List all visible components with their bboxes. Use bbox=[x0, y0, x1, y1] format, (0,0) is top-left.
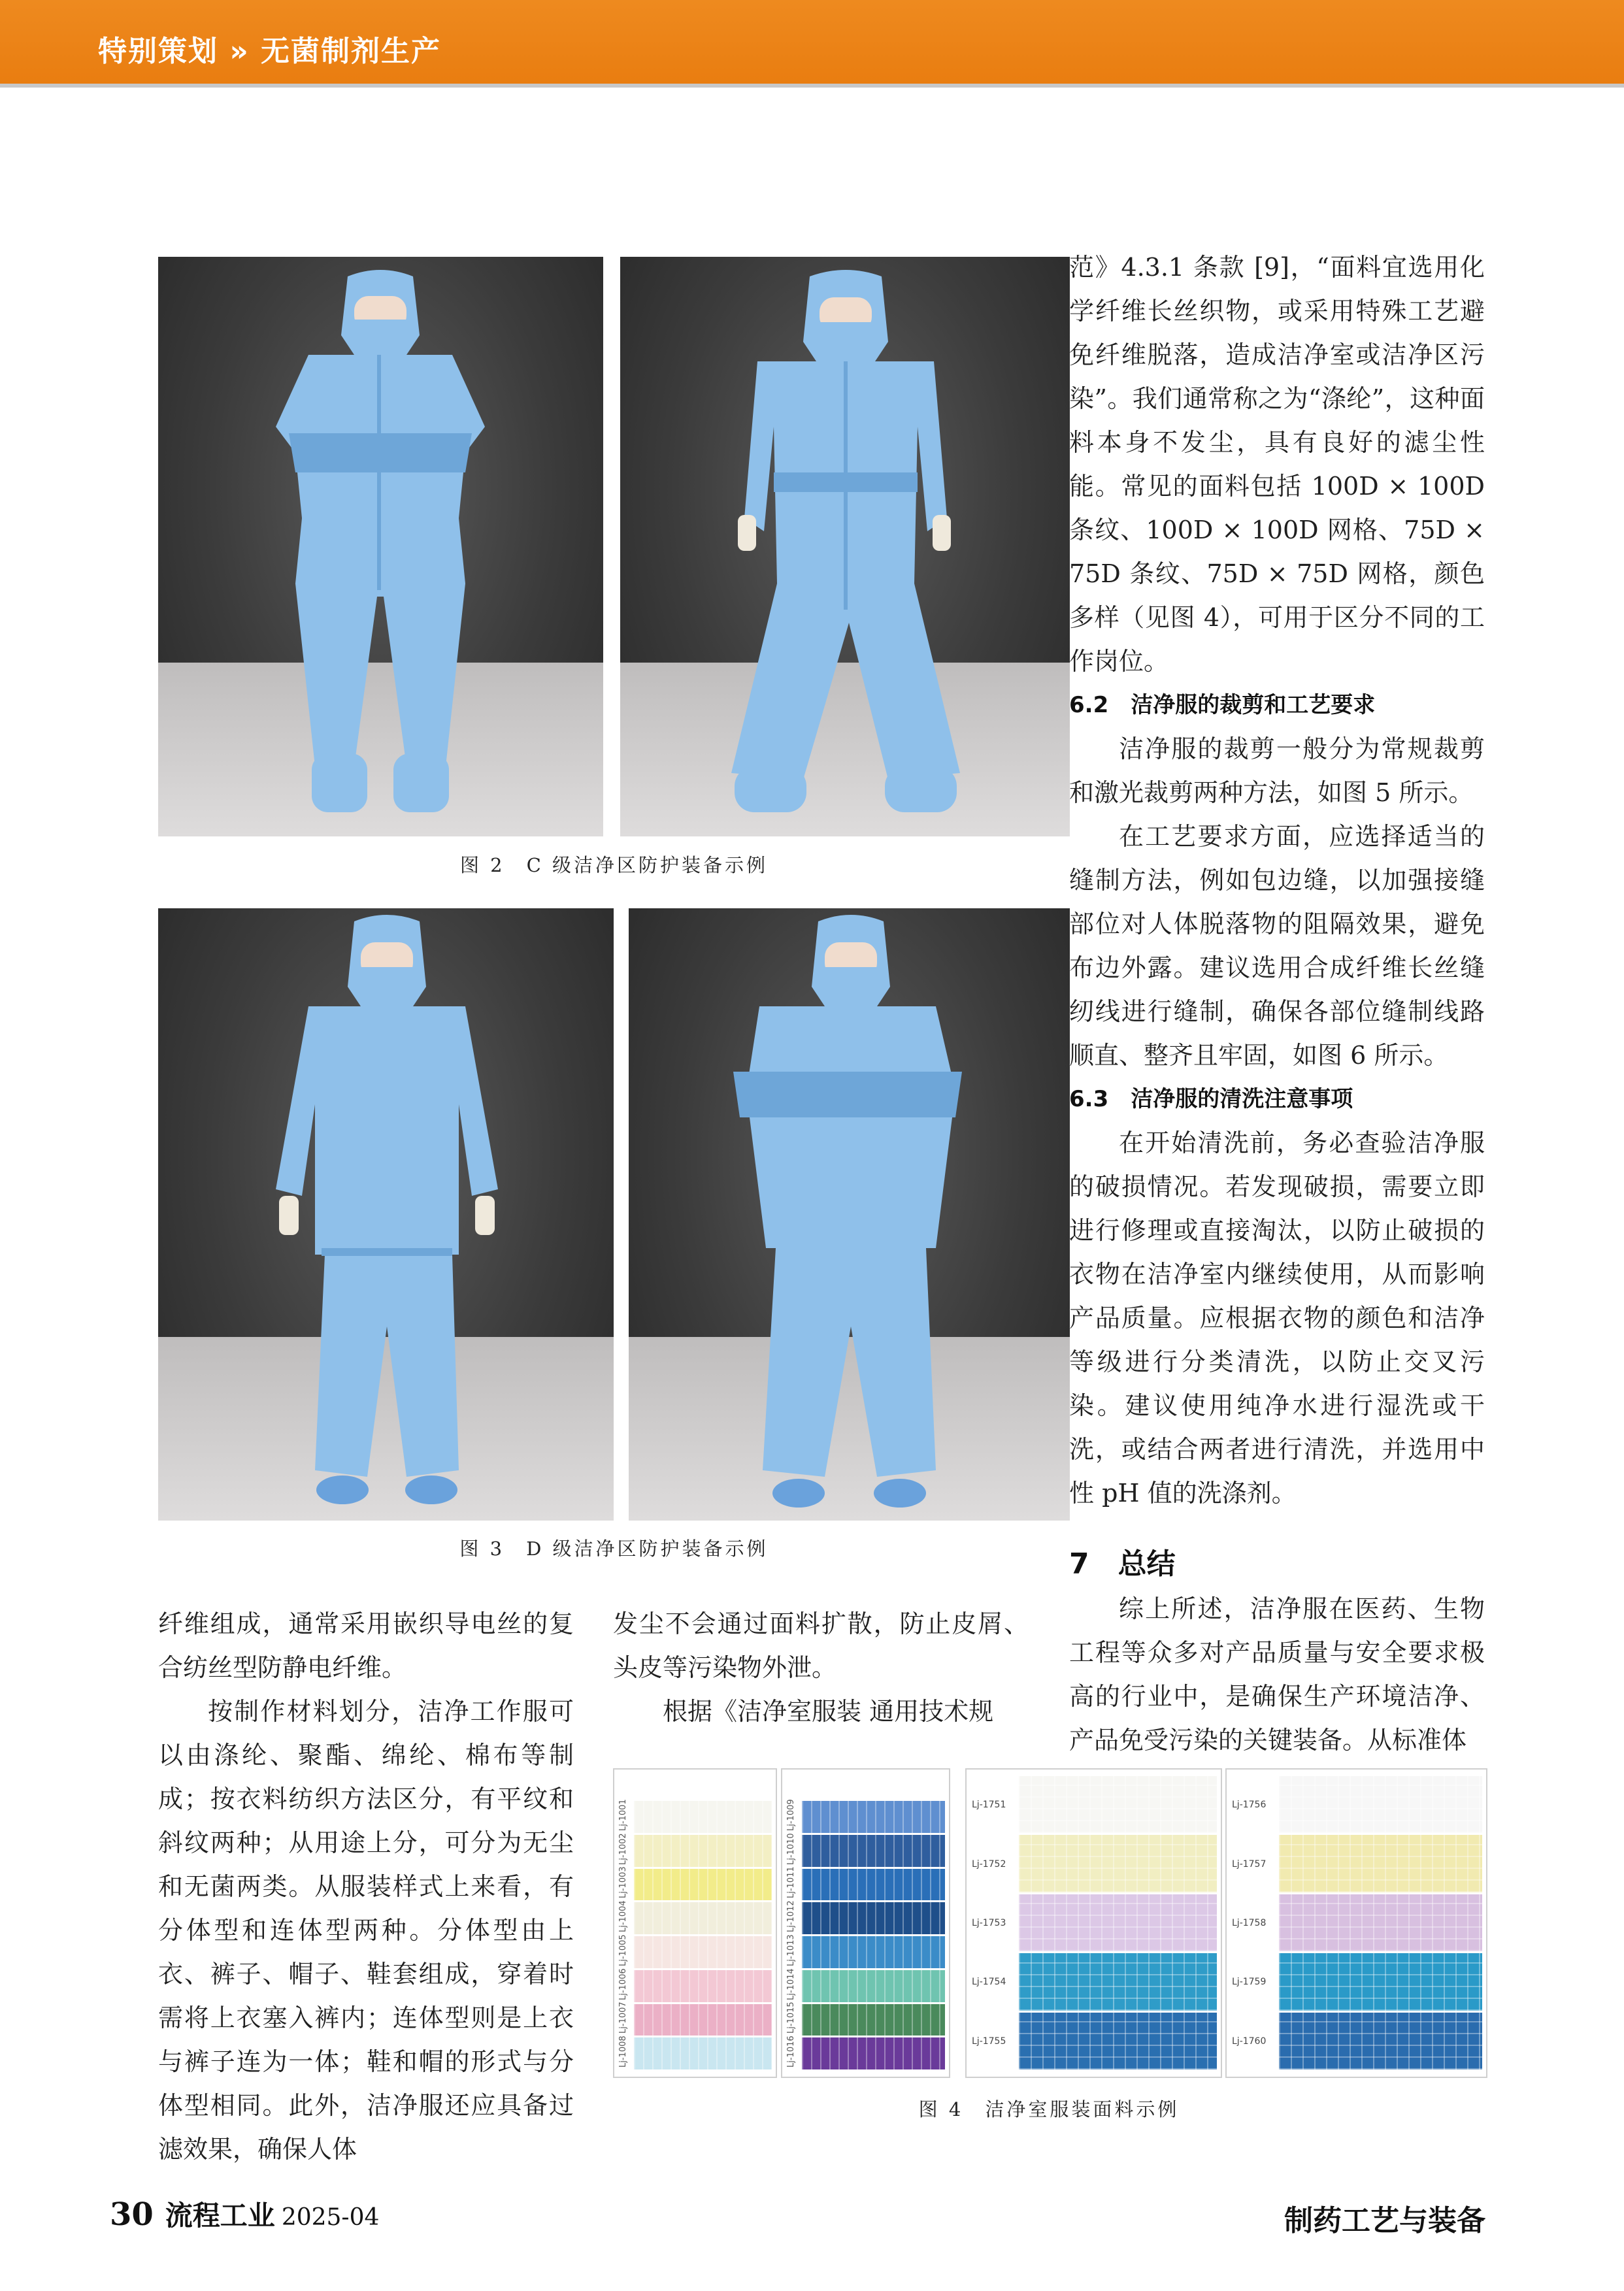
paragraph: 根据《洁净室服装 通用技术规 bbox=[663, 1697, 994, 1726]
two-piece-suit-illustration bbox=[629, 908, 1070, 1521]
fabric-swatch bbox=[634, 1835, 772, 1867]
fabric-swatch-label: Lj-1755 bbox=[972, 2036, 1006, 2047]
photo-c-grade-suit-standing bbox=[620, 257, 1070, 836]
section-title: 特别策划 » 无菌制剂生产 bbox=[98, 35, 442, 68]
fabric-swatch-label: Lj-1003 bbox=[618, 1866, 628, 1899]
fabric-swatch bbox=[634, 1936, 772, 1968]
paragraph: 按制作材料划分，洁净工作服可以由涤纶、聚酯、绵纶、棉布等制成；按衣料纺织方法区分，有平纹和斜纹两种；从用途上分，可分为无尘和无菌两类。从服装样式上来看，有分体型和连体型两种。分体型由上衣、裤子、帽子、鞋套组成，穿着时需将上衣塞入裤内；连体型则是上衣与裤子连为一体；鞋和帽的形式与分体型相同。此外，洁净服还应具备过滤效果，确保人体 bbox=[158, 1697, 574, 2164]
figure-4-caption: 图 4 洁净室服装面料示例 bbox=[918, 2098, 1180, 2120]
fabric-swatch-label: Lj-1753 bbox=[972, 1918, 1006, 1928]
left-column bbox=[158, 1602, 574, 2171]
fabric-swatch-panel-1 bbox=[613, 1768, 777, 2078]
fabric-swatch bbox=[634, 1869, 772, 1901]
fabric-swatch-label: Lj-1013 bbox=[786, 1934, 796, 1966]
fabric-swatch-panel-3 bbox=[965, 1768, 1222, 2078]
fabric-swatch-label: Lj-1009 bbox=[786, 1799, 796, 1831]
fabric-swatch-label: Lj-1759 bbox=[1232, 1977, 1267, 1988]
paragraph: 综上所述，洁净服在医药、生物工程等众多对产品质量与安全要求极高的行业中，是确保生产环境洁净、产品免受污染的关键装备。从标准体 bbox=[1069, 1594, 1485, 1755]
fabric-swatch bbox=[634, 1902, 772, 1934]
photo-c-grade-suit-arms-crossed bbox=[158, 257, 603, 836]
figure-3-caption: 图 3 D 级洁净区防护装备示例 bbox=[459, 1538, 769, 1560]
fabric-swatch bbox=[1279, 1776, 1482, 1833]
photo-d-grade-suit-arms-crossed bbox=[629, 908, 1070, 1521]
fabric-swatch-label: Lj-1011 bbox=[786, 1866, 796, 1899]
paragraph: 纤维组成，通常采用嵌织导电丝的复合纺丝型防静电纤维。 bbox=[158, 1609, 574, 1682]
fabric-swatch-label: Lj-1016 bbox=[786, 2036, 796, 2068]
fabric-swatch-label: Lj-1001 bbox=[618, 1799, 628, 1831]
fabric-swatch-label: Lj-1752 bbox=[972, 1858, 1006, 1870]
fabric-swatch bbox=[802, 1801, 945, 1833]
journal-name: 流程工业 bbox=[165, 2200, 275, 2232]
fabric-swatch bbox=[802, 2004, 945, 2036]
fabric-swatch-label: Lj-1005 bbox=[618, 1934, 628, 1966]
fabric-swatch bbox=[634, 1970, 772, 2002]
fabric-swatch-label: Lj-1015 bbox=[786, 2002, 796, 2034]
figure-2-caption: 图 2 C 级洁净区防护装备示例 bbox=[459, 854, 769, 876]
fabric-swatch-label: Lj-1756 bbox=[1232, 1800, 1267, 1811]
fabric-swatch-label: Lj-1007 bbox=[618, 2002, 628, 2034]
fabric-swatch bbox=[1279, 2013, 1482, 2069]
coverall-figure-illustration bbox=[158, 257, 603, 836]
page-number: 30 bbox=[110, 2196, 154, 2233]
fabric-swatch-panel-4 bbox=[1225, 1768, 1487, 2078]
fabric-swatch bbox=[1019, 1953, 1217, 2010]
fabric-swatch bbox=[1019, 1776, 1217, 1833]
paragraph: 范》4.3.1 条款 [9]，“面料宜选用化学纤维长丝织物，或采用特殊工艺避免纤维脱落，造成洁净室或洁净区污染”。我们通常称之为“涤纶”，这种面料本身不发尘，具有良好的滤尘性能。常见的面料包括 100D × 100D 条纹、100D × 100D 网格、75D × 75D 条纹、75D × 75D 网格，颜色多样（见图 4），可用于区分不同的工作岗位。 bbox=[1069, 253, 1485, 676]
paragraph: 洁净服的裁剪一般分为常规裁剪和激光裁剪两种方法，如图 5 所示。 bbox=[1069, 734, 1485, 807]
fabric-swatch-label: Lj-1014 bbox=[786, 1968, 796, 2000]
header-rule bbox=[0, 84, 1624, 88]
heading-6-2: 6.2 洁净服的裁剪和工艺要求 bbox=[1069, 692, 1376, 718]
fabric-swatch bbox=[802, 2037, 945, 2069]
fabric-swatch-label: Lj-1012 bbox=[786, 1900, 796, 1932]
issue-number: 2025-04 bbox=[281, 2204, 380, 2231]
fabric-swatch-label: Lj-1010 bbox=[786, 1832, 796, 1865]
photo-d-grade-suit-standing bbox=[158, 908, 614, 1521]
fabric-swatch-label: Lj-1758 bbox=[1232, 1918, 1267, 1928]
paragraph: 在工艺要求方面，应选择适当的缝制方法，例如包边缝，以加强接缝部位对人体脱落物的阻隔效果，避免布边外露。建议选用合成纤维长丝缝纫线进行缝制，确保各部位缝制线路顺直、整齐且牢固，如图 6 所示。 bbox=[1069, 822, 1485, 1070]
fabric-swatch-label: Lj-1760 bbox=[1232, 2036, 1267, 2047]
two-piece-suit-illustration bbox=[158, 908, 614, 1521]
footer-left bbox=[110, 2194, 379, 2233]
fabric-swatch-label: Lj-1754 bbox=[972, 1977, 1006, 1988]
heading-7: 7 总结 bbox=[1069, 1547, 1176, 1581]
fabric-swatch-label: Lj-1002 bbox=[618, 1832, 628, 1865]
fabric-swatch bbox=[1019, 1835, 1217, 1892]
fabric-swatch bbox=[1279, 1894, 1482, 1951]
fabric-swatch bbox=[802, 1902, 945, 1934]
paragraph: 在开始清洗前，务必查验洁净服的破损情况。若发现破损，需要立即进行修理或直接淘汰，以防止破损的衣物在洁净室内继续使用，从而影响产品质量。应根据衣物的颜色和洁净等级进行分类清洗，以防止交叉污染。建议使用纯净水进行湿洗或干洗，或结合两者进行清洗，并选用中性 pH 值的洗涤剂。 bbox=[1069, 1129, 1485, 1508]
fabric-swatch-panel-2 bbox=[781, 1768, 950, 2078]
heading-6-3: 6.3 洁净服的清洗注意事项 bbox=[1069, 1086, 1353, 1112]
fabric-swatch bbox=[802, 1936, 945, 1968]
fabric-swatch bbox=[634, 1801, 772, 1833]
fabric-swatch-label: Lj-1004 bbox=[618, 1900, 628, 1932]
right-column bbox=[1069, 246, 1485, 1762]
coverall-figure-illustration bbox=[620, 257, 1070, 836]
paragraph: 发尘不会通过面料扩散，防止皮屑、头皮等污染物外泄。 bbox=[613, 1609, 1029, 1682]
fabric-swatch bbox=[634, 2004, 772, 2036]
fabric-swatch-label: Lj-1751 bbox=[972, 1800, 1006, 1811]
fabric-swatch bbox=[1279, 1835, 1482, 1892]
fabric-swatch bbox=[1279, 1953, 1482, 2010]
fabric-swatch bbox=[802, 1970, 945, 2002]
fabric-swatch bbox=[802, 1869, 945, 1901]
fabric-swatch bbox=[802, 1835, 945, 1867]
fabric-swatch-label: Lj-1006 bbox=[618, 1968, 628, 2000]
footer-section-name: 制药工艺与装备 bbox=[1284, 2204, 1485, 2237]
fabric-swatch bbox=[1019, 1894, 1217, 1951]
fabric-swatch-label: Lj-1757 bbox=[1232, 1858, 1267, 1870]
fabric-swatch-label: Lj-1008 bbox=[618, 2036, 628, 2068]
fabric-swatch bbox=[1019, 2013, 1217, 2069]
fabric-swatch bbox=[634, 2037, 772, 2069]
middle-column bbox=[613, 1602, 1029, 1734]
